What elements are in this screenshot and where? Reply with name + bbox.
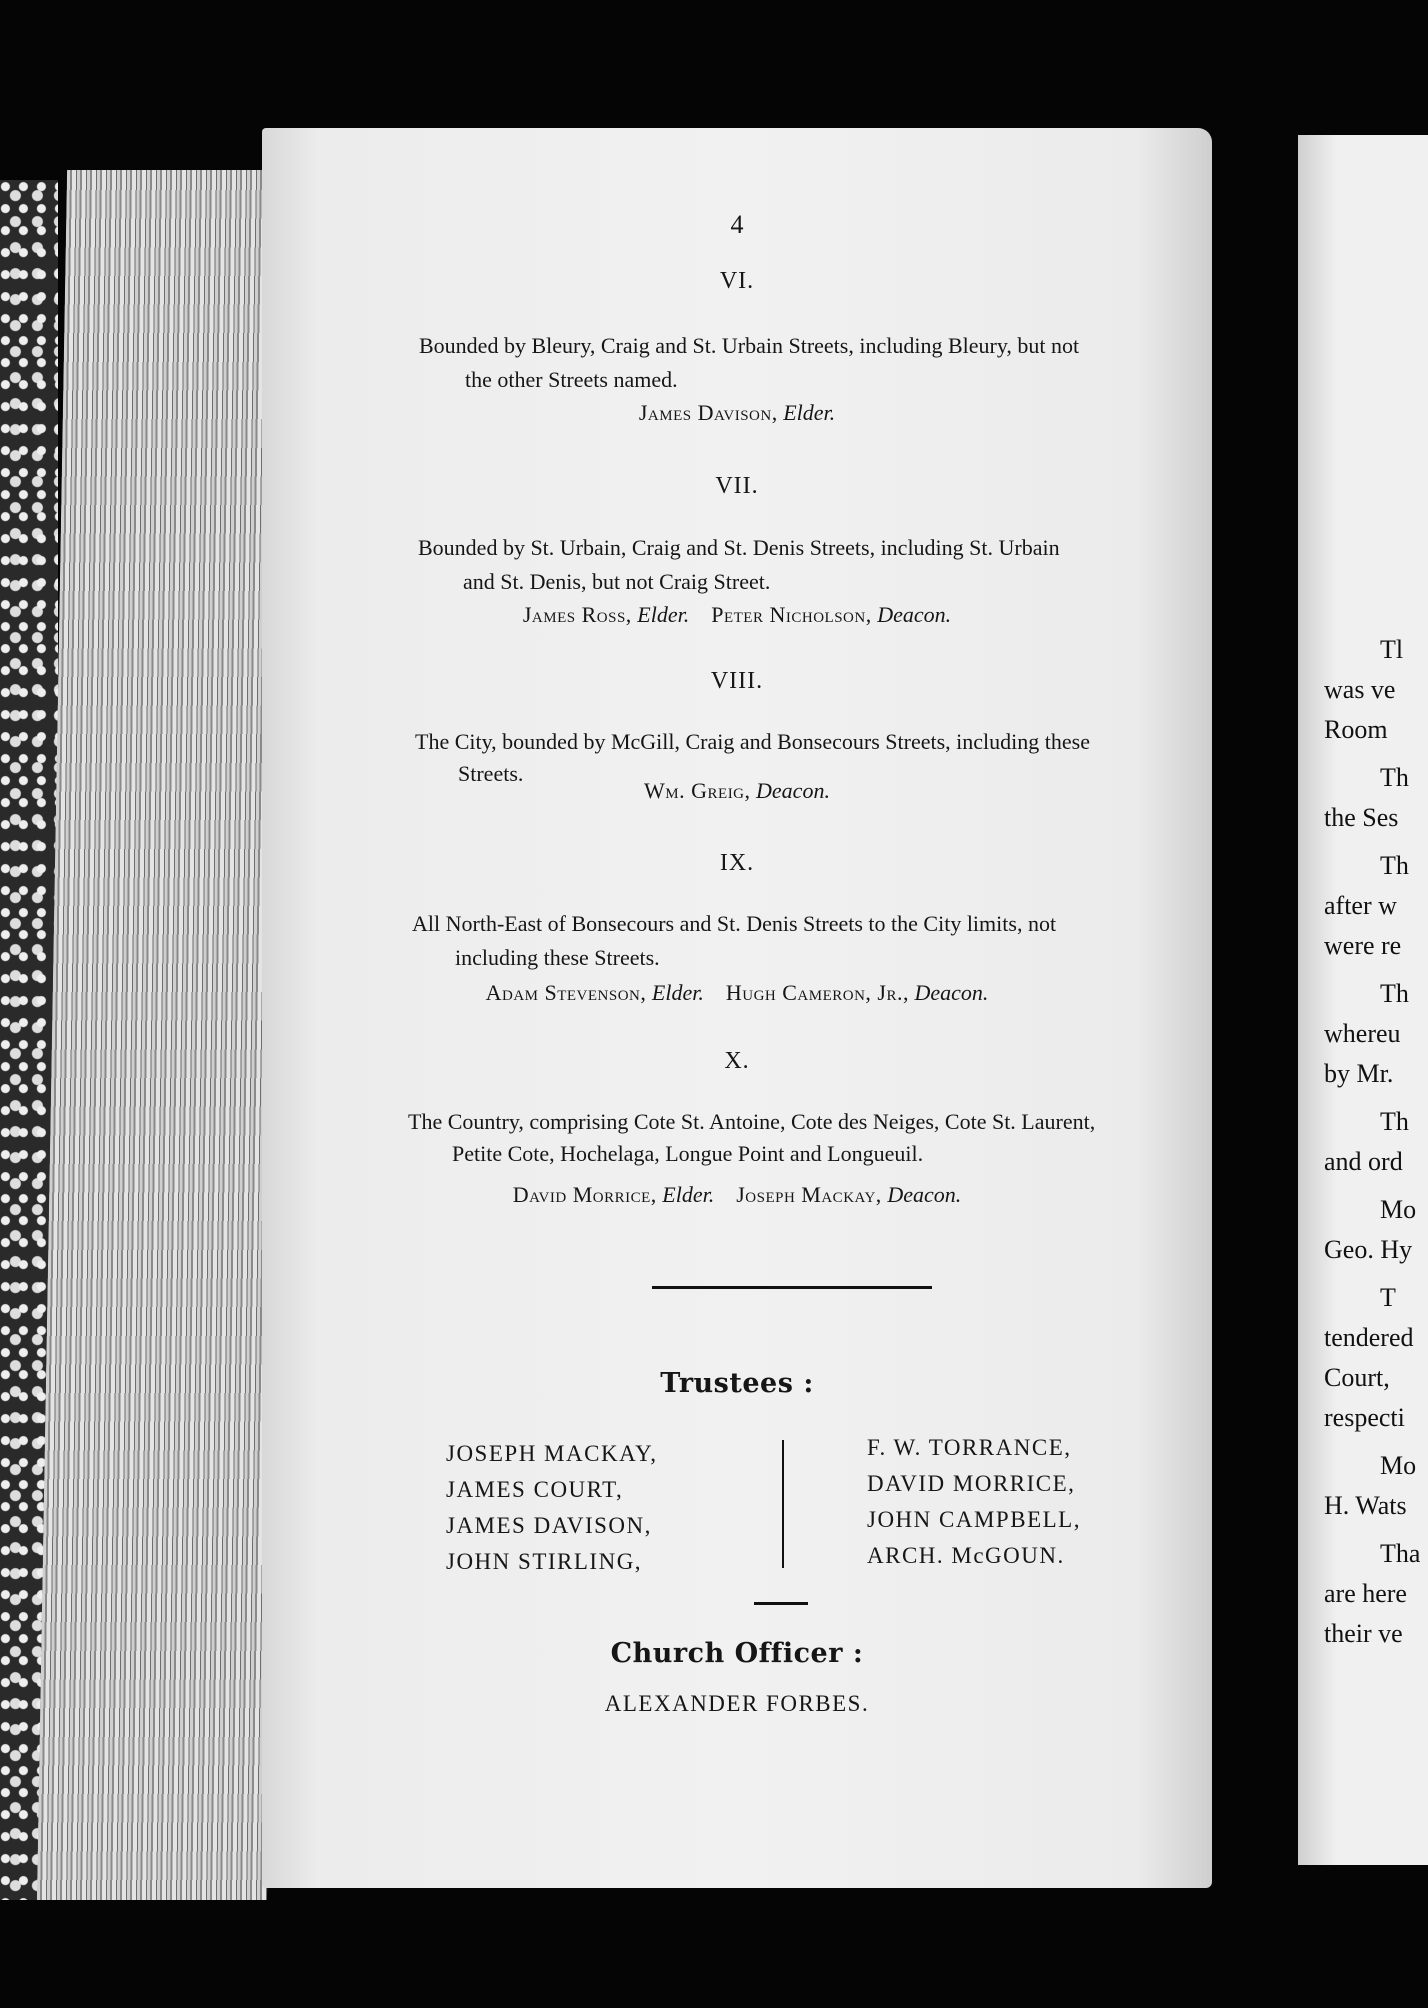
officer-role: Elder. <box>783 400 836 425</box>
district-description: and St. Denis, but not Craig Street. <box>463 569 771 594</box>
officer-role: Elder. <box>637 602 690 627</box>
trustees-right-column <box>867 1430 1081 1574</box>
trustee-name: JOHN CAMPBELL, <box>867 1507 1081 1532</box>
trustee-name: JAMES COURT, <box>446 1477 624 1502</box>
officer-name: David Morrice, <box>512 1182 657 1207</box>
trustee-name: JAMES DAVISON, <box>446 1513 652 1538</box>
district-heading: VIII. <box>710 668 764 694</box>
district-heading: X. <box>724 1048 750 1074</box>
section-divider <box>754 1602 808 1605</box>
district-heading: IX. <box>719 850 755 876</box>
district-officers <box>262 400 1212 426</box>
trustee-name: JOSEPH MACKAY, <box>446 1441 658 1466</box>
district-description: Streets. <box>458 761 524 786</box>
district-officers <box>262 602 1212 628</box>
district-heading: VI. <box>719 268 755 294</box>
district-description: Bounded by St. Urbain, Craig and St. Denis Streets, including St. Urbain <box>418 535 1060 560</box>
trustee-name: ARCH. McGOUN. <box>867 1543 1065 1568</box>
officer-name: Adam Stevenson, <box>485 980 647 1005</box>
trustees-column-divider <box>782 1440 784 1568</box>
officer-name: Peter Nicholson, <box>711 602 872 627</box>
officer-name: James Davison, <box>638 400 778 425</box>
district-description: Bounded by Bleury, Craig and St. Urbain Streets, including Bleury, but not <box>419 333 1080 358</box>
district-description: Petite Cote, Hochelaga, Longue Point and Longueuil. <box>452 1141 924 1166</box>
trustee-name: F. W. TORRANCE, <box>867 1435 1072 1460</box>
document-page <box>262 128 1212 1888</box>
page-number: 4 <box>730 210 744 239</box>
trustees-heading: Trustees : <box>660 1368 814 1399</box>
officer-role: Elder. <box>662 1182 715 1207</box>
trustees-left-column <box>446 1436 657 1580</box>
district-description: including these Streets. <box>455 945 660 970</box>
officer-role: Deacon. <box>914 980 989 1005</box>
officer-role: Deacon. <box>756 778 830 803</box>
officer-name: Hugh Cameron, Jr., <box>725 980 909 1005</box>
officer-name: Joseph Mackay, <box>736 1182 882 1207</box>
district-officers <box>262 980 1212 1006</box>
district-description: the other Streets named. <box>465 367 678 392</box>
district-description: All North-East of Bonsecours and St. Denis Streets to the City limits, not <box>412 911 1057 936</box>
book-page-edges <box>37 170 297 1900</box>
officer-name: James Ross, <box>522 602 632 627</box>
district-description: The City, bounded by McGill, Craig and Bonsecours Streets, including these <box>415 729 1090 754</box>
section-divider <box>652 1286 932 1289</box>
district-heading: VII. <box>715 473 759 499</box>
officer-role: Deacon. <box>887 1182 962 1207</box>
district-officers <box>262 778 1212 804</box>
facing-page-text: Tl was ve Room Th the Ses Th after w were re Th whereu by Mr. Th and ord Mo Geo. Hy T tendered Court, respecti Mo H. Wats Tha are here their ve <box>1324 635 1421 1648</box>
trustee-name: JOHN STIRLING, <box>446 1549 643 1574</box>
church-officer-heading: Church Officer : <box>610 1638 864 1669</box>
officer-role: Elder. <box>651 980 704 1005</box>
trustee-name: DAVID MORRICE, <box>867 1471 1076 1496</box>
officer-name: Wm. Greig, <box>644 778 751 803</box>
officer-role: Deacon. <box>877 602 952 627</box>
district-description: The Country, comprising Cote St. Antoine, Cote des Neiges, Cote St. Laurent, <box>408 1109 1096 1134</box>
church-officer-name: ALEXANDER FORBES. <box>604 1691 870 1716</box>
district-officers <box>262 1182 1212 1208</box>
